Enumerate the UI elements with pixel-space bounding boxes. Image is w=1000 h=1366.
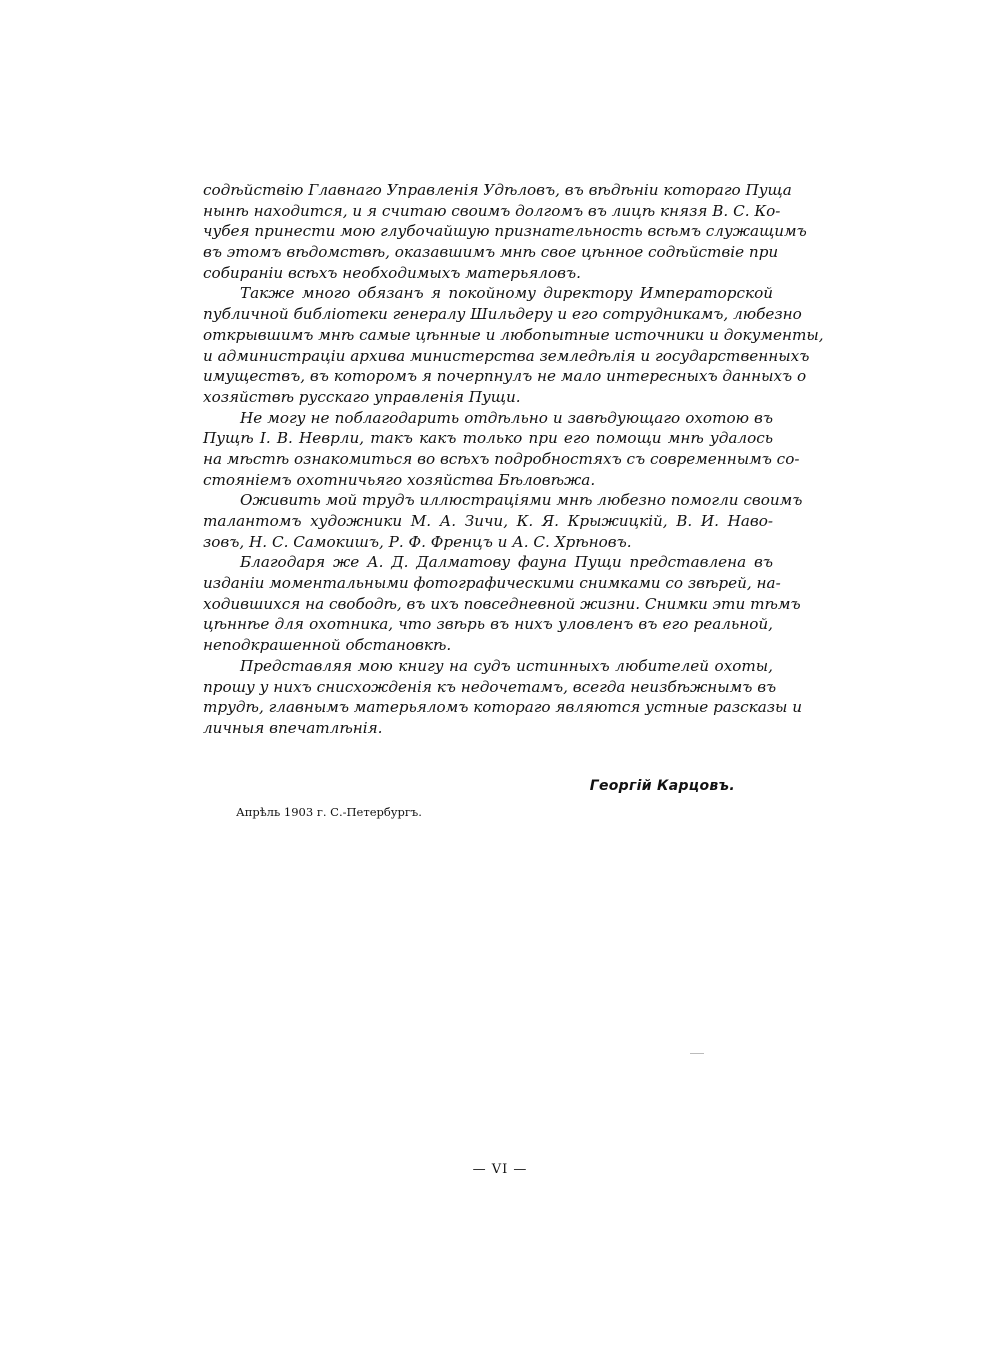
paragraph-line: прошу у нихъ снисхожденія къ недочетамъ, всегда неизбѣжнымъ въ	[203, 677, 777, 696]
paragraph-line: имуществъ, въ которомъ я почерпнулъ не мало интересныхъ данныхъ о	[203, 367, 807, 386]
paragraph-line: Благодаря же А. Д. Далматову фауна Пущи представлена въ	[240, 553, 773, 572]
paragraph-line: на мѣстѣ ознакомиться во всѣхъ подробностяхъ съ современнымъ со-	[203, 449, 800, 468]
paragraph	[203, 283, 824, 407]
paragraph-line: талантомъ художники М. А. Зичи, К. Я. Крыжицкій, В. И. Наво-	[203, 512, 773, 530]
paragraph-line: зовъ, Н. С. Самокишъ, Р. Ф. Френцъ и А. С. Хрѣновъ.	[203, 532, 632, 551]
paragraph-line: содѣйствію Главнаго Управленія Удѣловъ, въ вѣдѣніи котораго Пуща	[203, 181, 792, 199]
paragraph-line: Оживить мой трудъ иллюстраціями мнѣ любезно помогли своимъ	[240, 491, 803, 510]
paragraph-line: Также много обязанъ я покойному директору Императорской	[240, 284, 773, 303]
paragraph-line: публичной библіотеки генералу Шильдеру и его сотрудникамъ, любезно	[203, 305, 802, 324]
paragraph-line: нынѣ находится, и я считаю своимъ долгомъ въ лицѣ князя В. С. Ко-	[203, 201, 781, 220]
paragraph	[203, 408, 800, 491]
paragraph-line: собираніи всѣхъ необходимыхъ матерьяловъ.	[203, 263, 581, 282]
paragraph-line: цѣннѣе для охотника, что звѣрь въ нихъ уловленъ въ его реальной,	[203, 615, 773, 634]
paragraph	[203, 552, 801, 655]
page-number: — VI —	[472, 1162, 528, 1177]
paragraph-line: чубея принести мою глубочайшую признательность всѣмъ служащимъ	[203, 222, 807, 241]
paragraph	[203, 180, 807, 283]
paragraph-line: стояніемъ охотничьяго хозяйства Бѣловѣжа.	[203, 470, 596, 489]
body-text	[203, 180, 824, 739]
paragraph-line: ходившихся на свободѣ, въ ихъ повседневной жизни. Снимки эти тѣмъ	[203, 594, 801, 613]
paragraph-line: Не могу не поблагодарить отдѣльно и завѣдующаго охотою въ	[240, 408, 773, 427]
paragraph-line: неподкрашенной обстановкѣ.	[203, 636, 452, 655]
paragraph-line: въ этомъ вѣдомствѣ, оказавшимъ мнѣ свое цѣнное содѣйствіе при	[203, 243, 779, 262]
paragraph-line: и администраціи архива министерства земледѣлія и государственныхъ	[203, 346, 810, 365]
paragraph-line: трудѣ, главнымъ матерьяломъ котораго являются устные разсказы и	[203, 698, 803, 717]
paragraph	[203, 656, 803, 739]
scan-speck	[690, 1053, 704, 1054]
paragraph-line: Представляя мою книгу на судъ истинныхъ любителей охоты,	[240, 656, 773, 675]
paragraph-line: изданіи моментальными фотографическими снимками со звѣрей, на-	[203, 574, 781, 593]
paragraph-line: личныя впечатлѣнія.	[203, 718, 383, 737]
author-signature: Георгій Карцовъ.	[589, 778, 735, 794]
paragraph	[203, 490, 803, 552]
dateline: Апрѣль 1903 г. С.-Петербургъ.	[236, 805, 422, 819]
paragraph-line: открывшимъ мнѣ самые цѣнные и любопытные источники и документы,	[203, 325, 824, 344]
paragraph-line: Пущѣ I. В. Неврли, такъ какъ только при его помощи мнѣ удалось	[203, 429, 773, 448]
paragraph-line: хозяйствѣ русскаго управленія Пущи.	[203, 387, 521, 406]
